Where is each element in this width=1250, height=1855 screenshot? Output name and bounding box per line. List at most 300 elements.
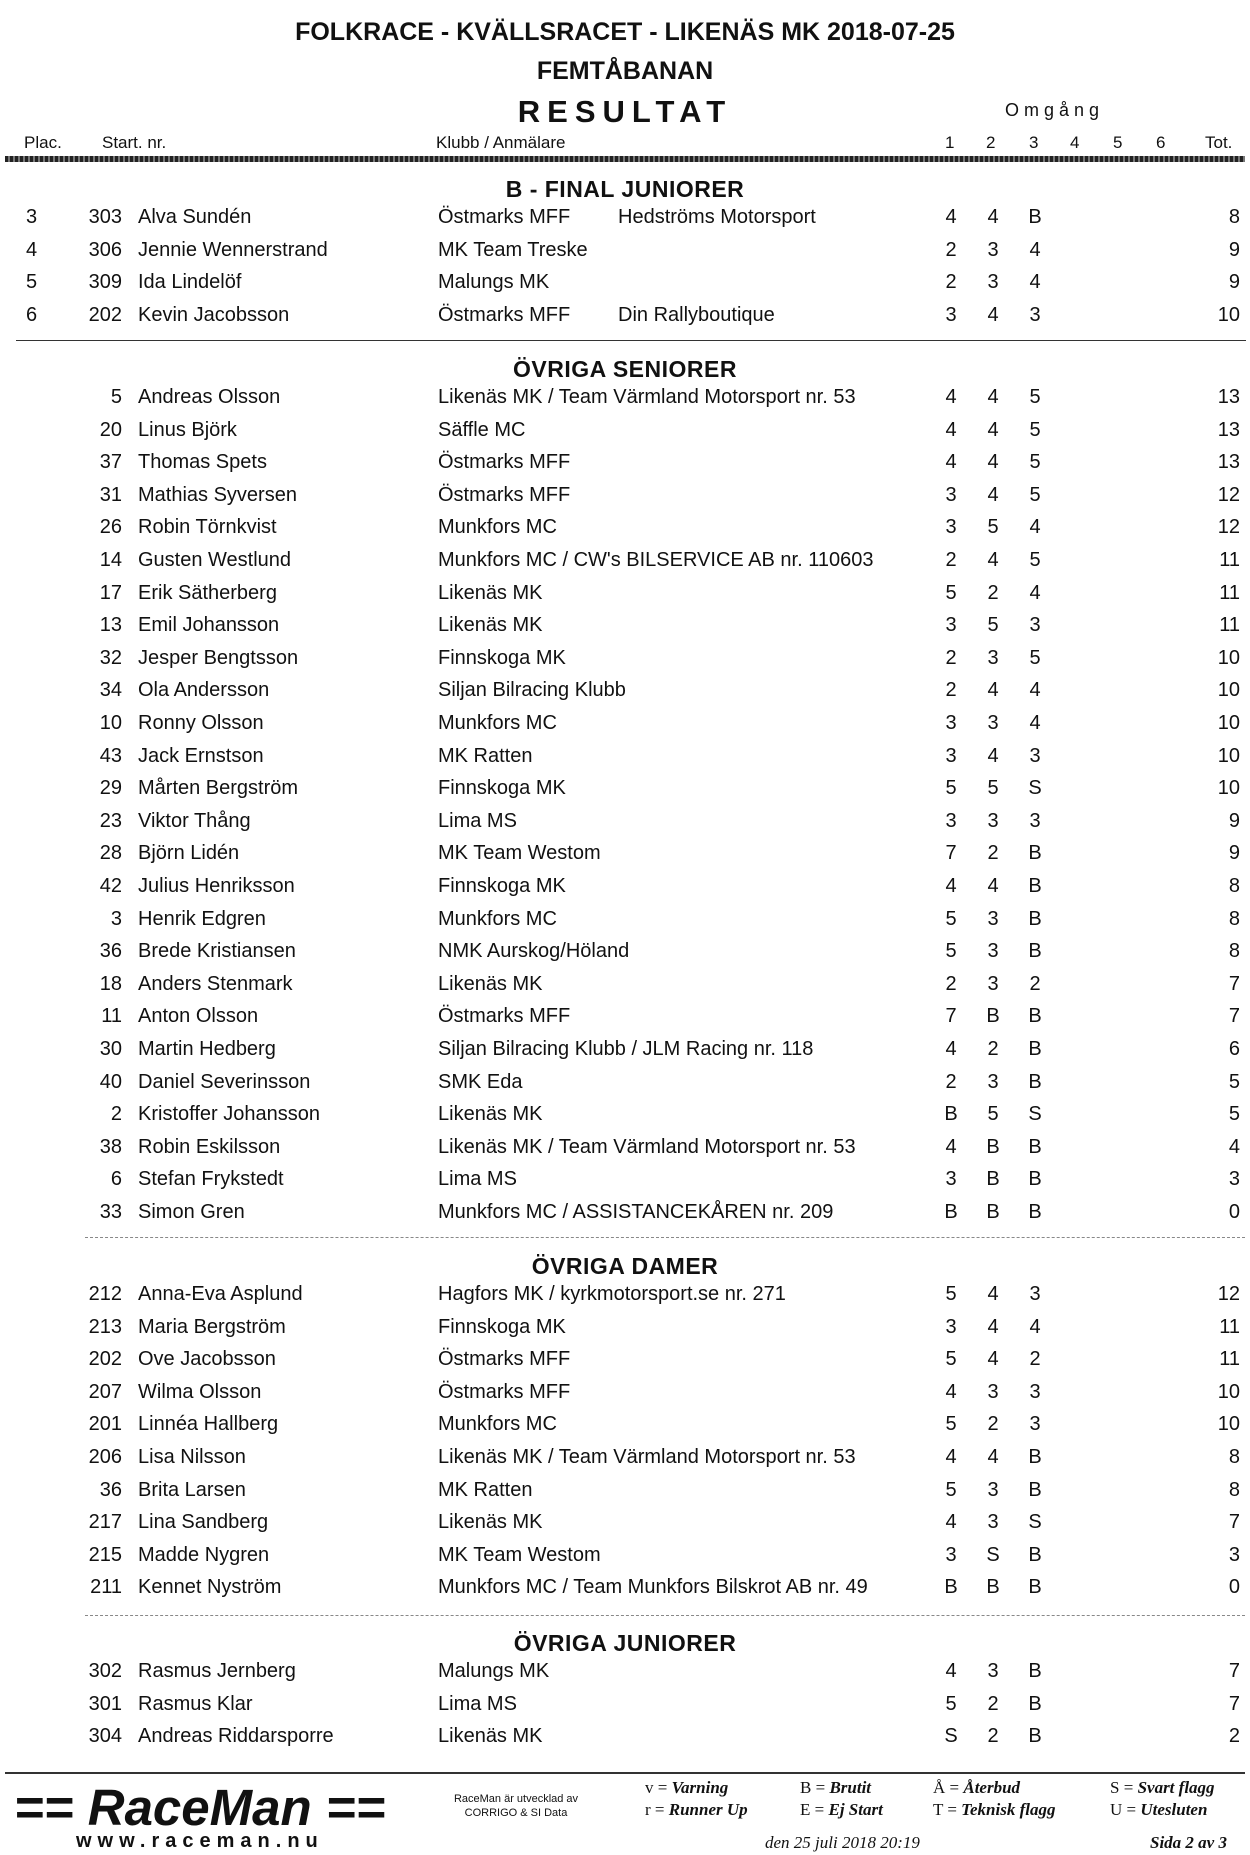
start-number: 202	[88, 1348, 122, 1371]
start-number: 306	[88, 238, 122, 261]
round-1-result: 2	[945, 646, 957, 669]
club-name: Säffle MC	[438, 418, 526, 441]
round-3-result: S	[1028, 1103, 1042, 1126]
club-name: Siljan Bilracing Klubb / JLM Racing nr. 118	[438, 1038, 814, 1060]
round-3-result: S	[1028, 777, 1042, 800]
round-1-result: 2	[945, 972, 957, 995]
round-2-result: 3	[987, 907, 999, 930]
col-header-start: Start. nr.	[102, 133, 167, 152]
table-row	[0, 484, 1250, 516]
round-2-result: 5	[987, 516, 999, 539]
table-row	[0, 1103, 1250, 1135]
driver-name: Wilma Olsson	[138, 1380, 262, 1403]
table-row	[0, 1693, 1250, 1725]
round-3-result: 3	[1029, 614, 1041, 637]
round-1-result: 7	[945, 842, 957, 865]
start-number: 206	[88, 1446, 122, 1468]
total-points: 7	[1228, 1692, 1240, 1715]
omgang-label: Omgång	[1005, 100, 1105, 120]
col-header-round-6: 6	[1156, 133, 1166, 152]
total-points: 3	[1228, 1543, 1240, 1566]
club-name: Malungs MK	[438, 271, 550, 294]
legend-svart-flagg: S = Svart flagg	[1110, 1778, 1215, 1797]
round-3-result: 3	[1029, 303, 1041, 326]
total-points: 12	[1217, 516, 1240, 539]
round-1-result: 4	[945, 1380, 957, 1403]
driver-name: Ola Andersson	[138, 679, 270, 702]
club-name: Munkfors MC	[438, 516, 557, 539]
driver-name: Kevin Jacobsson	[138, 303, 290, 326]
round-2-result: 4	[987, 549, 999, 571]
table-row	[0, 875, 1250, 907]
round-2-result: B	[986, 1168, 1000, 1191]
table-row	[0, 908, 1250, 940]
table-row	[0, 451, 1250, 483]
total-points: 7	[1228, 1660, 1240, 1682]
total-points: 12	[1217, 483, 1240, 506]
round-1-result: 2	[945, 1070, 957, 1093]
table-row	[0, 419, 1250, 451]
round-3-result: 2	[1029, 1348, 1041, 1371]
round-1-result: 3	[945, 744, 957, 767]
driver-name: Julius Henriksson	[138, 875, 295, 897]
table-row	[0, 745, 1250, 777]
round-2-result: B	[986, 1005, 1000, 1028]
total-points: 11	[1219, 549, 1240, 571]
table-row	[0, 1038, 1250, 1070]
total-points: 8	[1228, 206, 1240, 228]
club-name: Munkfors MC / Team Munkfors Bilskrot AB nr. 49	[438, 1576, 868, 1599]
club-name: Siljan Bilracing Klubb	[438, 679, 626, 702]
start-number: 20	[99, 418, 122, 441]
driver-name: Lina Sandberg	[138, 1511, 269, 1534]
club-name: Likenäs MK	[438, 1725, 543, 1748]
club-name: Östmarks MFF	[438, 1005, 571, 1028]
total-points: 8	[1228, 1478, 1240, 1501]
round-1-result: 4	[945, 1511, 957, 1534]
round-1-result: 5	[945, 1478, 957, 1501]
start-number: 201	[88, 1413, 122, 1436]
table-row	[0, 271, 1250, 303]
start-number: 5	[110, 386, 122, 408]
round-2-result: 2	[987, 1692, 999, 1715]
start-number: 29	[99, 777, 122, 800]
club-name: Lima MS	[438, 809, 517, 832]
round-2-result: 2	[987, 1725, 999, 1748]
round-3-result: 4	[1029, 516, 1041, 539]
start-number: 217	[88, 1511, 122, 1534]
round-2-result: 3	[987, 1070, 999, 1093]
col-header-round-4: 4	[1070, 133, 1080, 152]
start-number: 40	[99, 1070, 122, 1093]
table-row	[0, 1201, 1250, 1233]
round-1-result: 3	[945, 516, 957, 539]
legend-label: Brutit	[829, 1778, 872, 1797]
driver-name: Madde Nygren	[138, 1543, 270, 1566]
club-name: Munkfors MC / CW's BILSERVICE AB nr. 110603	[438, 549, 874, 571]
driver-name: Rasmus Jernberg	[138, 1660, 296, 1682]
start-number: 202	[88, 303, 122, 326]
table-row	[0, 1316, 1250, 1348]
start-number: 36	[99, 940, 122, 963]
track-name: FEMTÅBANAN	[536, 57, 714, 85]
driver-name: Brita Larsen	[138, 1478, 246, 1501]
legend-label: Utesluten	[1140, 1800, 1208, 1819]
club-name: Munkfors MC	[438, 1413, 557, 1436]
total-points: 10	[1217, 1413, 1240, 1436]
driver-name: Linus Björk	[138, 418, 237, 441]
driver-name: Ronny Olsson	[138, 712, 264, 734]
round-2-result: 3	[987, 712, 999, 734]
round-3-result: B	[1028, 206, 1042, 228]
driver-name: Anton Olsson	[138, 1005, 259, 1028]
club-name: Östmarks MFF	[438, 1348, 571, 1371]
club-name: Östmarks MFF	[438, 206, 571, 228]
start-number: 43	[99, 744, 122, 767]
driver-name: Anna-Eva Asplund	[138, 1283, 303, 1305]
legend-key: U	[1110, 1800, 1123, 1819]
driver-name: Robin Eskilsson	[138, 1135, 281, 1158]
legend-label: Teknisk flagg	[961, 1800, 1056, 1819]
total-points: 9	[1228, 809, 1240, 832]
total-points: 10	[1217, 303, 1240, 326]
table-row	[0, 1381, 1250, 1413]
table-row	[0, 1348, 1250, 1380]
round-3-result: B	[1028, 1446, 1042, 1468]
round-3-result: B	[1028, 1725, 1042, 1748]
round-2-result: B	[986, 1135, 1000, 1158]
col-header-round-2: 2	[986, 133, 996, 152]
driver-name: Maria Bergström	[138, 1315, 286, 1338]
club-name: Östmarks MFF	[438, 483, 571, 506]
round-1-result: 3	[945, 1315, 957, 1338]
round-3-result: B	[1028, 1135, 1042, 1158]
total-points: 11	[1219, 1315, 1240, 1338]
driver-name: Rasmus Klar	[138, 1692, 253, 1715]
col-header-plac: Plac.	[24, 133, 62, 152]
round-3-result: 3	[1029, 744, 1041, 767]
start-number: 303	[88, 206, 122, 228]
start-number: 33	[99, 1201, 122, 1223]
legend-label: Svart flagg	[1137, 1778, 1215, 1797]
club-name: Munkfors MC	[438, 712, 557, 734]
start-number: 30	[99, 1038, 122, 1060]
round-1-result: 2	[945, 271, 957, 294]
round-2-result: 4	[987, 386, 999, 408]
round-1-result: 3	[945, 483, 957, 506]
round-3-result: B	[1028, 1576, 1042, 1599]
sponsor-name: Din Rallyboutique	[618, 303, 775, 326]
raceman-url: www.raceman.nu	[76, 1830, 324, 1852]
driver-name: Viktor Thång	[138, 809, 251, 832]
round-2-result: 3	[987, 1380, 999, 1403]
driver-name: Mathias Syversen	[138, 483, 297, 506]
driver-name: Andreas Riddarsporre	[138, 1725, 334, 1748]
club-name: Likenäs MK / Team Värmland Motorsport nr. 53	[438, 1446, 856, 1468]
round-1-result: 4	[945, 451, 957, 474]
section-divider	[16, 340, 1246, 341]
round-3-result: 5	[1029, 483, 1041, 506]
table-row	[0, 647, 1250, 679]
driver-name: Kennet Nyström	[138, 1576, 282, 1599]
round-2-result: 4	[987, 1315, 999, 1338]
round-3-result: B	[1028, 940, 1042, 963]
round-3-result: 2	[1029, 972, 1041, 995]
round-3-result: B	[1028, 907, 1042, 930]
driver-name: Emil Johansson	[138, 614, 280, 637]
total-points: 10	[1217, 712, 1240, 734]
legend-ej-start: E = Ej Start	[800, 1800, 883, 1819]
start-number: 11	[101, 1005, 122, 1028]
club-name: MK Ratten	[438, 1478, 533, 1501]
table-row	[0, 1413, 1250, 1445]
legend-label: Ej Start	[828, 1800, 883, 1819]
table-row	[0, 810, 1250, 842]
club-name: NMK Aurskog/Höland	[438, 940, 630, 963]
club-name: Likenäs MK / Team Värmland Motorsport nr. 53	[438, 1135, 856, 1158]
round-1-result: 5	[945, 1413, 957, 1436]
developer-note	[436, 1792, 596, 1820]
driver-name: Thomas Spets	[138, 451, 267, 474]
start-number: 13	[99, 614, 122, 637]
round-3-result: B	[1028, 1168, 1042, 1191]
start-number: 32	[99, 646, 122, 669]
club-name: Likenäs MK	[438, 1511, 543, 1534]
legend-utesluten: U = Utesluten	[1110, 1800, 1208, 1819]
round-2-result: 4	[987, 875, 999, 897]
round-3-result: B	[1028, 1038, 1042, 1060]
round-3-result: 3	[1029, 1380, 1041, 1403]
start-number: 3	[110, 907, 122, 930]
driver-name: Björn Lidén	[138, 842, 240, 865]
round-1-result: S	[944, 1725, 958, 1748]
round-2-result: 3	[987, 972, 999, 995]
total-points: 5	[1228, 1103, 1240, 1126]
total-points: 7	[1228, 1005, 1240, 1028]
club-name: Hagfors MK / kyrkmotorsport.se nr. 271	[438, 1283, 786, 1305]
round-3-result: 4	[1029, 712, 1041, 734]
round-2-result: 4	[987, 1283, 999, 1305]
table-row	[0, 1005, 1250, 1037]
total-points: 10	[1217, 646, 1240, 669]
start-number: 211	[90, 1576, 122, 1599]
total-points: 11	[1219, 581, 1240, 604]
table-row	[0, 582, 1250, 614]
round-1-result: 3	[945, 1543, 957, 1566]
total-points: 8	[1228, 940, 1240, 963]
round-1-result: 3	[945, 712, 957, 734]
driver-name: Gusten Westlund	[138, 549, 292, 571]
round-2-result: 3	[987, 1478, 999, 1501]
table-row	[0, 1136, 1250, 1168]
driver-name: Ove Jacobsson	[138, 1348, 276, 1371]
start-number: 34	[99, 679, 122, 702]
col-header-club: Klubb / Anmälare	[436, 133, 566, 152]
start-number: 309	[88, 271, 122, 294]
start-number: 31	[99, 483, 122, 506]
table-row	[0, 777, 1250, 809]
round-3-result: 4	[1029, 271, 1041, 294]
round-2-result: 4	[987, 418, 999, 441]
legend-label: Varning	[671, 1778, 729, 1797]
legend-teknisk-flagg: T = Teknisk flagg	[933, 1800, 1056, 1819]
club-name: Lima MS	[438, 1168, 517, 1191]
round-3-result: 5	[1029, 451, 1041, 474]
total-points: 11	[1219, 1348, 1240, 1371]
club-name: Östmarks MFF	[438, 1380, 571, 1403]
start-number: 36	[99, 1478, 122, 1501]
round-2-result: 3	[987, 238, 999, 261]
club-name: Finnskoga MK	[438, 875, 566, 897]
driver-name: Erik Sätherberg	[138, 581, 277, 604]
table-row	[0, 1479, 1250, 1511]
round-2-result: 3	[987, 809, 999, 832]
round-1-result: 2	[945, 238, 957, 261]
total-points: 12	[1217, 1283, 1240, 1305]
driver-name: Mårten Bergström	[138, 777, 299, 800]
round-3-result: 4	[1029, 581, 1041, 604]
round-1-result: 5	[945, 940, 957, 963]
round-3-result: B	[1028, 1692, 1042, 1715]
club-name: Munkfors MC	[438, 907, 557, 930]
driver-name: Daniel Severinsson	[138, 1070, 311, 1093]
table-row	[0, 1511, 1250, 1543]
total-points: 4	[1228, 1135, 1240, 1158]
section-divider	[85, 1237, 1245, 1238]
round-1-result: 3	[945, 1168, 957, 1191]
driver-name: Kristoffer Johansson	[138, 1103, 320, 1126]
club-name: Östmarks MFF	[438, 303, 571, 326]
round-1-result: 3	[945, 303, 957, 326]
table-row	[0, 1071, 1250, 1103]
table-row	[0, 1660, 1250, 1692]
col-header-round-3: 3	[1029, 133, 1039, 152]
round-2-result: 5	[987, 614, 999, 637]
round-2-result: B	[986, 1576, 1000, 1599]
club-name: Lima MS	[438, 1692, 517, 1715]
round-1-result: 4	[945, 1135, 957, 1158]
round-1-result: 4	[945, 386, 957, 408]
table-row	[0, 1283, 1250, 1315]
round-1-result: 4	[945, 206, 957, 228]
club-name: Likenäs MK / Team Värmland Motorsport nr. 53	[438, 386, 856, 408]
round-3-result: 3	[1029, 1283, 1041, 1305]
col-header-round-1: 1	[945, 133, 955, 152]
legend-brutit: B = Brutit	[800, 1778, 872, 1797]
round-2-result: 4	[987, 679, 999, 702]
driver-name: Jesper Bengtsson	[138, 646, 299, 669]
table-row	[0, 549, 1250, 581]
club-name: Finnskoga MK	[438, 646, 566, 669]
total-points: 0	[1228, 1576, 1240, 1599]
result-heading: RESULTAT	[517, 94, 733, 129]
club-name: Finnskoga MK	[438, 1315, 566, 1338]
club-name: Östmarks MFF	[438, 451, 571, 474]
round-3-result: 5	[1029, 646, 1041, 669]
total-points: 2	[1228, 1725, 1240, 1748]
legend-aterbud: Å = Återbud	[933, 1778, 1021, 1797]
round-1-result: 5	[945, 777, 957, 800]
start-number: 37	[99, 451, 122, 474]
driver-name: Alva Sundén	[138, 206, 252, 228]
driver-name: Ida Lindelöf	[138, 271, 242, 294]
round-3-result: 4	[1029, 679, 1041, 702]
start-number: 17	[99, 581, 122, 604]
driver-name: Simon Gren	[138, 1201, 245, 1223]
round-3-result: 3	[1029, 1413, 1041, 1436]
table-row	[0, 1544, 1250, 1576]
start-number: 38	[99, 1135, 122, 1158]
round-1-result: 4	[945, 418, 957, 441]
round-2-result: 3	[987, 271, 999, 294]
legend-key: E	[800, 1800, 811, 1819]
round-2-result: 4	[987, 451, 999, 474]
driver-name: Robin Törnkvist	[138, 516, 277, 539]
section-title: ÖVRIGA SENIORER	[513, 356, 737, 382]
round-3-result: 5	[1029, 386, 1041, 408]
club-name: MK Ratten	[438, 744, 533, 767]
club-name: MK Team Westom	[438, 1543, 601, 1566]
table-row	[0, 206, 1250, 238]
legend-label: Runner Up	[668, 1800, 748, 1819]
round-1-result: 2	[945, 549, 957, 571]
round-1-result: 5	[945, 1348, 957, 1371]
club-name: Likenäs MK	[438, 614, 543, 637]
total-points: 9	[1228, 842, 1240, 865]
start-number: 304	[88, 1725, 122, 1748]
legend-key: T	[933, 1800, 944, 1819]
sponsor-name: Hedströms Motorsport	[618, 206, 816, 228]
section-title: ÖVRIGA DAMER	[531, 1253, 719, 1279]
round-3-result: B	[1028, 1478, 1042, 1501]
round-3-result: B	[1028, 1005, 1042, 1028]
developer-note-line1: RaceMan är utvecklad av	[453, 1793, 579, 1805]
section-title: B - FINAL JUNIORER	[505, 176, 745, 202]
table-row	[0, 712, 1250, 744]
col-header-round-5: 5	[1113, 133, 1123, 152]
total-points: 13	[1217, 451, 1240, 474]
round-3-result: B	[1028, 875, 1042, 897]
start-number: 10	[99, 712, 122, 734]
round-1-result: 5	[945, 1692, 957, 1715]
start-number: 301	[88, 1692, 122, 1715]
section-title: ÖVRIGA JUNIORER	[513, 1630, 737, 1656]
round-2-result: 4	[987, 303, 999, 326]
table-row	[0, 1576, 1250, 1608]
driver-name: Anders Stenmark	[138, 972, 293, 995]
round-1-result: 5	[945, 1283, 957, 1305]
round-2-result: 2	[987, 1038, 999, 1060]
club-name: Likenäs MK	[438, 972, 543, 995]
table-row	[0, 386, 1250, 418]
club-name: MK Team Westom	[438, 842, 601, 865]
header-rule	[5, 156, 1245, 162]
table-row	[0, 1168, 1250, 1200]
table-row	[0, 940, 1250, 972]
round-3-result: 5	[1029, 549, 1041, 571]
total-points: 8	[1228, 907, 1240, 930]
round-2-result: 2	[987, 1413, 999, 1436]
round-2-result: 4	[987, 206, 999, 228]
legend-key: S	[1110, 1778, 1120, 1797]
round-2-result: 2	[987, 581, 999, 604]
legend-runner-up: r = Runner Up	[645, 1800, 748, 1819]
round-3-result: B	[1028, 1070, 1042, 1093]
club-name: Finnskoga MK	[438, 777, 566, 800]
round-1-result: 3	[945, 614, 957, 637]
round-2-result: 5	[987, 1103, 999, 1126]
round-2-result: 2	[987, 842, 999, 865]
